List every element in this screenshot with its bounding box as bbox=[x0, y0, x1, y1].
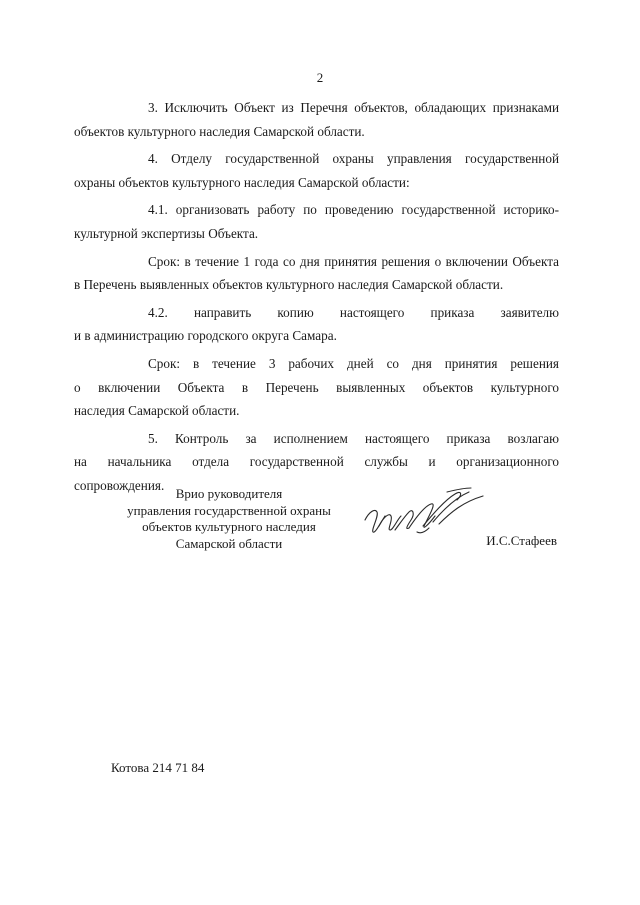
paragraph-line: о включении Объекта в Перечень выявленных объектов культурного bbox=[74, 379, 559, 395]
paragraph-deadline-1 bbox=[74, 250, 559, 297]
signer-position bbox=[111, 486, 347, 552]
paragraph-line: культурной экспертизы Объекта. bbox=[74, 225, 259, 241]
paragraph-line: в Перечень выявленных объектов культурного наследия Самарской области. bbox=[74, 277, 504, 293]
document-body bbox=[74, 96, 559, 502]
handwritten-signature bbox=[359, 486, 487, 542]
paragraph-line: и в администрацию городского округа Самара. bbox=[74, 328, 337, 344]
contact-info: Котова 214 71 84 bbox=[111, 760, 205, 775]
position-line: объектов культурного наследия bbox=[142, 519, 316, 534]
paragraph-line: 4. Отделу государственной охраны управления государственной bbox=[148, 151, 559, 167]
position-line: Самарской области bbox=[175, 535, 283, 551]
paragraph-line: объектов культурного наследия Самарской области. bbox=[74, 123, 365, 139]
signer-name: И.С.Стафеев bbox=[486, 533, 557, 548]
signature-block bbox=[111, 486, 559, 556]
paragraph-line: сопровождения. bbox=[74, 477, 165, 493]
paragraph-deadline-2 bbox=[74, 352, 559, 423]
paragraph-line: 3. Исключить Объект из Перечня объектов, обладающих признаками bbox=[148, 100, 559, 115]
position-line: управления государственной охраны bbox=[127, 502, 331, 518]
paragraph-line: наследия Самарской области. bbox=[74, 403, 240, 419]
page-number: 2 bbox=[316, 70, 324, 85]
paragraph-4-1 bbox=[74, 198, 559, 245]
paragraph-4 bbox=[74, 147, 559, 194]
position-line: Врио руководителя bbox=[175, 486, 283, 501]
paragraph-line: на начальника отдела государственной службы и организационного bbox=[74, 454, 559, 470]
paragraph-4-2 bbox=[74, 301, 559, 348]
paragraph-line: 5. Контроль за исполнением настоящего приказа возлагаю bbox=[148, 430, 559, 446]
paragraph-3 bbox=[74, 96, 559, 143]
paragraph-line: охраны объектов культурного наследия Самарской области: bbox=[74, 174, 410, 190]
paragraph-line: Срок: в течение 1 года со дня принятия решения о включении Объекта bbox=[148, 253, 559, 269]
paragraph-line: Срок: в течение 3 рабочих дней со дня принятия решения bbox=[148, 355, 559, 371]
paragraph-line: 4.1. организовать работу по проведению государственной историко- bbox=[148, 202, 559, 218]
paragraph-line: 4.2. направить копию настоящего приказа заявителю bbox=[148, 304, 559, 320]
